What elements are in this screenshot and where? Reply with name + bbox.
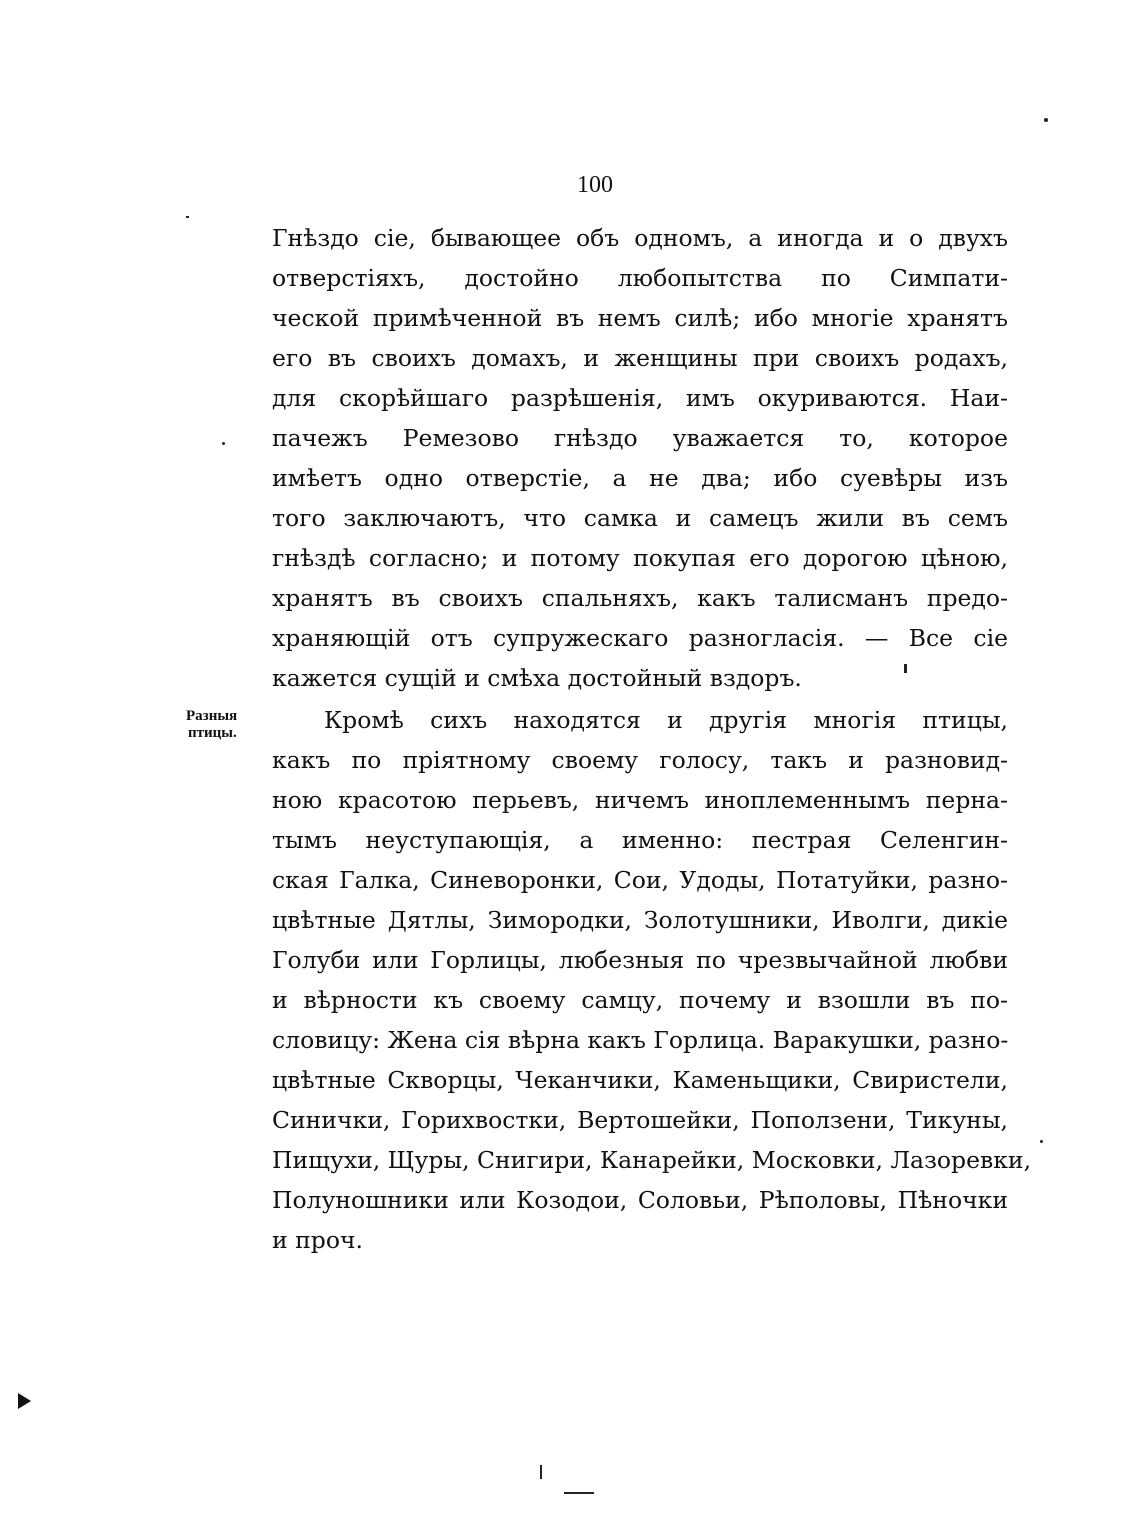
margin-note-line: Разныя xyxy=(186,708,238,724)
text-line: кажется сущій и смѣха достойный вздоръ. xyxy=(272,664,802,692)
text-line: и проч. xyxy=(272,1226,363,1254)
paragraph-nest-description xyxy=(272,218,1008,698)
text-line: того заключаютъ, что самка и самецъ жили въ семъ xyxy=(272,504,1008,532)
scan-speck xyxy=(1044,118,1048,122)
text-line: его въ своихъ домахъ, и женщины при своихъ родахъ, xyxy=(272,344,1008,372)
text-line: Полуношники или Козодои, Соловьи, Рѣполовы, Пѣночки xyxy=(272,1186,1008,1214)
page-number: 100 xyxy=(577,172,613,198)
text-line: хранятъ въ своихъ спальняхъ, какъ талисманъ предо- xyxy=(272,584,1008,612)
text-line: гнѣздѣ согласно; и потому покупая его дорогою цѣною, xyxy=(272,544,1008,572)
text-line: какъ по пріятному своему голосу, такъ и разновид- xyxy=(272,746,1008,774)
scan-arrow-mark xyxy=(18,1393,31,1409)
scan-speck xyxy=(1040,1140,1043,1143)
text-line: ною красотою перьевъ, ничемъ иноплеменнымъ перна- xyxy=(272,786,1008,814)
text-line: тымъ неуступающія, а именно: пестрая Селенгин- xyxy=(272,826,1008,854)
text-line: цвѣтные Скворцы, Чеканчики, Каменьщики, Свиристели, xyxy=(272,1066,1008,1094)
scan-speck xyxy=(904,664,907,673)
text-line: пачежъ Ремезово гнѣздо уважается то, которое xyxy=(272,424,1008,452)
text-line: цвѣтные Дятлы, Зимородки, Золотушники, Иволги, дикіе xyxy=(272,906,1008,934)
text-line: для скорѣйшаго разрѣшенія, имъ окуриваются. Наи- xyxy=(272,384,1008,412)
margin-note-line: птицы. xyxy=(188,725,237,741)
scan-speck xyxy=(564,1492,594,1494)
scan-speck xyxy=(222,442,225,445)
paragraph-birds-list xyxy=(272,700,1032,1260)
scan-speck xyxy=(540,1465,542,1479)
text-line: Кромѣ сихъ находятся и другія многія птицы, xyxy=(324,706,1008,734)
text-line: Синички, Горихвостки, Вертошейки, Поползени, Тикуны, xyxy=(272,1106,1008,1134)
text-line: отверстіяхъ, достойно любопытства по Симпати- xyxy=(272,264,1008,292)
margin-note xyxy=(186,708,268,742)
text-line: Пищухи, Щуры, Снигири, Канарейки, Московки, Лазоревки, xyxy=(272,1146,1032,1174)
text-line: имѣетъ одно отверстіе, а не два; ибо суевѣры изъ xyxy=(272,464,1008,492)
scan-speck xyxy=(186,216,189,218)
text-line: ческой примѣченной въ немъ силѣ; ибо многіе хранятъ xyxy=(272,304,1008,332)
text-line: Гнѣздо сіе, бывающее объ одномъ, а иногда и о двухъ xyxy=(272,224,1008,252)
text-line: ская Галка, Синеворонки, Сои, Удоды, Потатуйки, разно- xyxy=(272,866,1008,894)
text-line: и вѣрности къ своему самцу, почему и взошли въ по- xyxy=(272,986,1008,1014)
text-line: словицу: Жена сія вѣрна какъ Горлица. Варакушки, разно- xyxy=(272,1026,1009,1054)
text-line: храняющій отъ супружескаго разногласія. — Все сіе xyxy=(272,624,1008,652)
text-line: Голуби или Горлицы, любезныя по чрезвычайной любви xyxy=(272,946,1008,974)
